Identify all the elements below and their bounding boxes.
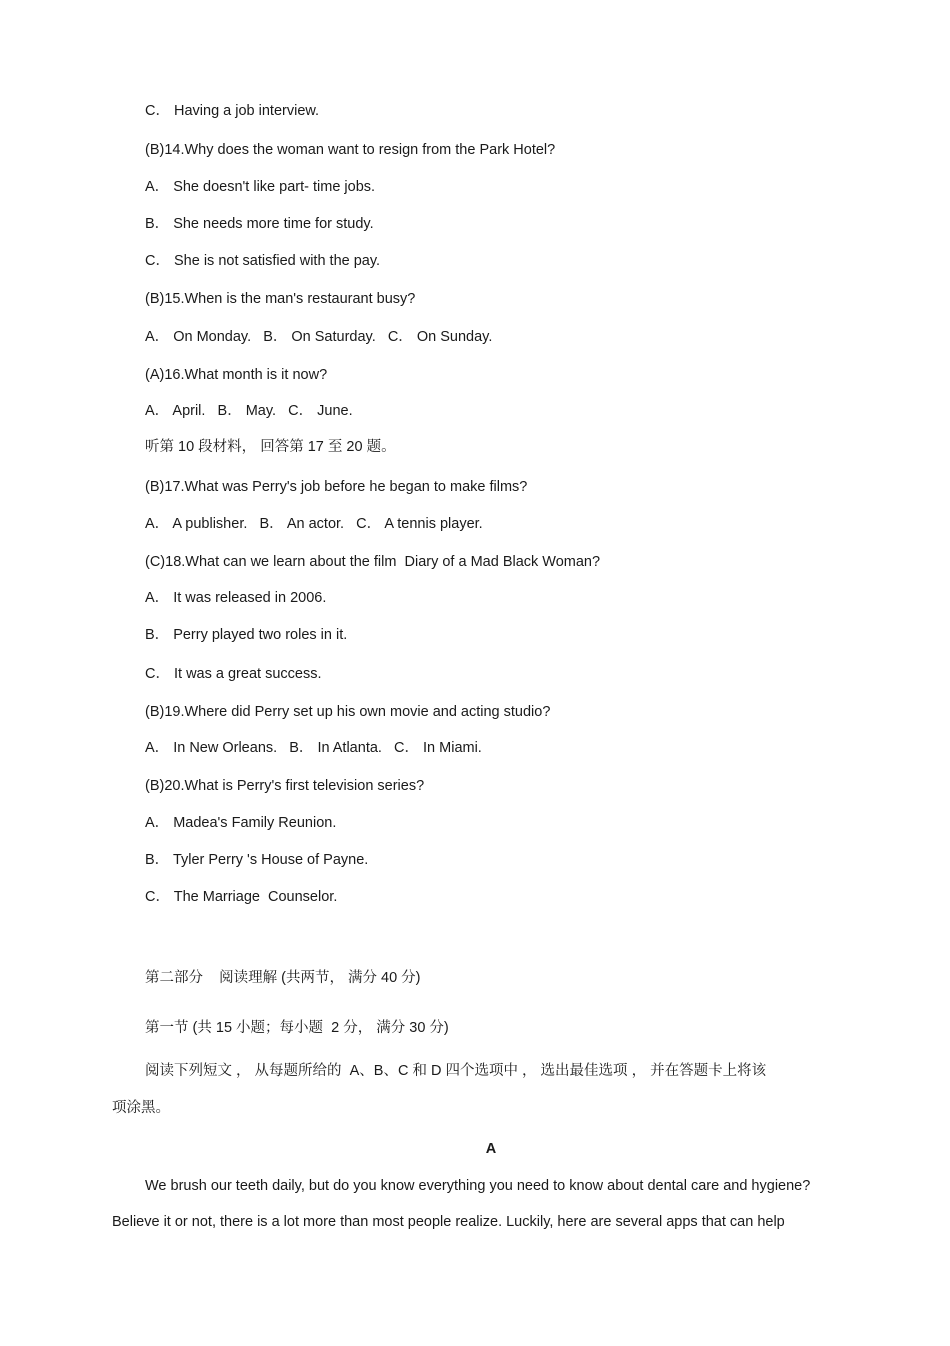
instruction-line-1: 阅读下列短文 ， 从每题所给的 A、B、C 和 D 四个选项中 ， 选出最佳选项 ， 并在答题卡上将该 — [145, 1063, 767, 1079]
options-q16: A． April. B． May. C． June. — [145, 403, 353, 419]
option-a-q14: A． She doesn't like part- time jobs. — [145, 179, 376, 195]
passage-label: A — [485, 1141, 497, 1157]
option-b-q14: B． She needs more time for study. — [145, 216, 374, 232]
question-18: (C)18.What can we learn about the film Diary of a Mad Black Woman? — [145, 554, 601, 570]
option-c-q13: C． Having a job interview. — [145, 103, 320, 119]
section-one-title: 第一节 (共 15 小题；每小题 2 分， 满分 30 分) — [145, 1020, 449, 1036]
question-15: (B)15.When is the man's restaurant busy? — [145, 291, 416, 307]
question-19: (B)19.Where did Perry set up his own movie and acting studio? — [145, 704, 551, 720]
question-16: (A)16.What month is it now? — [145, 367, 328, 383]
passage-line-1: We brush our teeth daily, but do you know everything you need to know about dental care and hygiene? — [145, 1178, 811, 1194]
option-b-q18: B． Perry played two roles in it. — [145, 627, 348, 643]
passage-line-2: Believe it or not, there is a lot more than most people realize. Luckily, here are several apps that can help — [112, 1214, 785, 1230]
option-c-q18: C． It was a great success. — [145, 666, 322, 682]
option-b-q20: B． Tyler Perry 's House of Payne. — [145, 852, 369, 868]
instruction-line-2: 项涂黑。 — [112, 1100, 170, 1116]
option-c-q14: C． She is not satisfied with the pay. — [145, 253, 381, 269]
question-17: (B)17.What was Perry's job before he began to make films? — [145, 479, 528, 495]
options-q15: A． On Monday. B． On Saturday. C． On Sunday. — [145, 329, 493, 345]
part-two-title: 第二部分 阅读理解 (共两节， 满分 40 分) — [145, 970, 421, 986]
option-c-q20: C． The Marriage Counselor. — [145, 889, 338, 905]
options-q17: A． A publisher. B． An actor. C． A tennis player. — [145, 516, 483, 532]
question-14: (B)14.Why does the woman want to resign from the Park Hotel? — [145, 142, 556, 158]
options-q19: A． In New Orleans. B． In Atlanta. C． In Miami. — [145, 740, 482, 756]
option-a-q20: A． Madea's Family Reunion. — [145, 815, 337, 831]
question-20: (B)20.What is Perry's first television series? — [145, 778, 425, 794]
option-a-q18: A． It was released in 2006. — [145, 590, 327, 606]
material-10-instruction: 听第 10 段材料， 回答第 17 至 20 题。 — [145, 439, 396, 455]
